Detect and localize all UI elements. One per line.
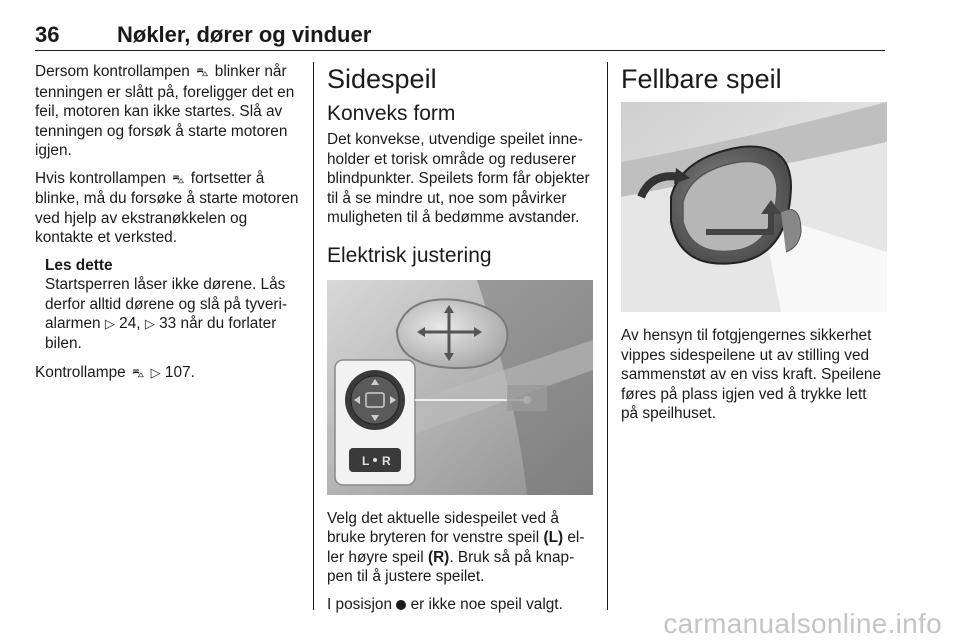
section-title: Fellbare speil (621, 64, 782, 94)
switch-label-left: L (362, 453, 370, 468)
folding-mirror-illustration (621, 102, 887, 312)
section-title: Sidespeil (327, 64, 437, 94)
car-key-icon: ⛍ (196, 65, 209, 79)
subsection-title: Konveks form (327, 102, 456, 125)
column-middle (327, 62, 593, 622)
cross-reference-arrow-icon: ▷ (150, 365, 161, 380)
paragraph: Det konvekse, utvendige speilet inneholder et torisk område og reduserer blindpunkter. Speilets form får objekter til å se mindre ut, noe som påvirker muligheten til å bedømme avstander. (327, 131, 590, 226)
column-left (35, 62, 301, 392)
paragraph: Av hensyn til fotgjengernes sikkerhet vippes sidespeilene ut av stilling ved sammenstøt av en viss kraft. Speilene føres på plass igjen ved å trykke lett på speilhuset. (621, 327, 882, 422)
page-ref-link[interactable]: 107. (160, 364, 195, 381)
switch-label-right: R (382, 453, 391, 468)
page-ref-link[interactable]: 33 når du forlater bilen. (45, 315, 277, 352)
page-ref-link[interactable]: 24, (114, 315, 145, 332)
note-box (35, 256, 301, 354)
filled-circle-icon (396, 600, 406, 610)
note-text: Startsperren låser ikke dørene. Lås derfor alltid dørene og slå på tyverialarmen ▷ 24, ▷ 33 når du forlater bilen. (45, 276, 288, 352)
note-title: Les dette (45, 256, 113, 274)
watermark: carmanualsonline.info (663, 608, 942, 639)
paragraph: I posisjon er ikke noe speil valgt. (327, 595, 563, 613)
cross-reference-arrow-icon: ▷ (104, 316, 115, 331)
column-divider (313, 62, 314, 610)
paragraph: Hvis kontrollampen ⛍ fortsetter å blinke, må du forsøke å starte motoren ved hjelp av ekstranøkkelen og kontakte et verksted. (35, 169, 299, 246)
page-number: 36 (35, 22, 60, 47)
cross-reference-arrow-icon: ▷ (144, 316, 155, 331)
paragraph: Kontrollampe ⛍ ▷ 107. (35, 363, 301, 384)
mirror-switch-illustration (327, 280, 593, 495)
page-header (35, 18, 885, 51)
car-key-icon: ⛍ (131, 366, 145, 380)
paragraph: Dersom kontrollampen ⛍ blinker når tenningen er slått på, foreligger det en feil, motoren kan ikke startes. Slå av tenningen og forsøk å starte motoren igjen. (35, 63, 295, 159)
column-right (621, 62, 887, 432)
column-divider (607, 62, 608, 610)
subsection-title: Elektrisk justering (327, 243, 492, 267)
paragraph: Velg det aktuelle sidespeilet ved å bruke bryteren for venstre speil (L) eller høyre speil (R). Bruk så på knappen til å justere speilet. (327, 509, 585, 585)
car-key-icon: ⛍ (172, 171, 185, 186)
chapter-title: Nøkler, dører og vinduer (117, 22, 372, 47)
